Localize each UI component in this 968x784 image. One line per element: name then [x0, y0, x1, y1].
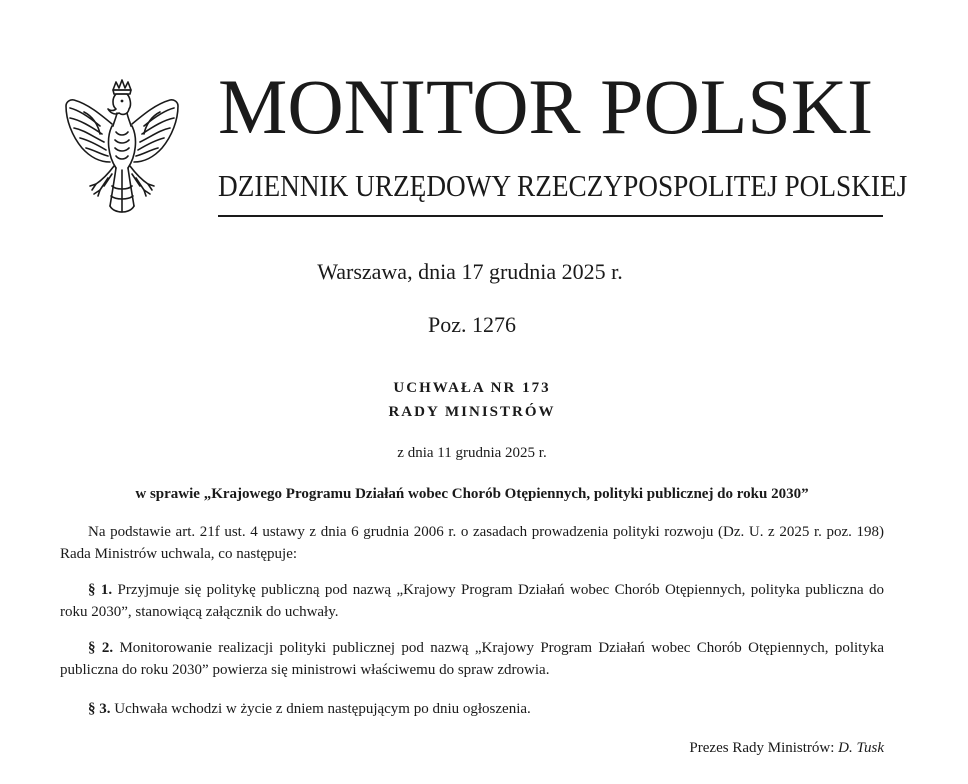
resolution-number: UCHWAŁA NR 173	[393, 380, 551, 396]
resolution-date: z dnia 11 grudnia 2025 r.	[397, 445, 547, 461]
white-eagle-emblem-icon	[56, 78, 188, 220]
section-text: Uchwała wchodzi w życie z dniem następującym po dniu ogłoszenia.	[114, 701, 531, 717]
section-text: Przyjmuje się politykę publiczną pod nazwą „Krajowy Program Działań wobec Chorób Otępiennych, polityka publiczna do roku 2030”, stanowiącą załącznik do uchwały.	[60, 582, 884, 620]
issue-position	[0, 311, 968, 339]
section-marker: § 2.	[88, 640, 114, 656]
issue-date-text: Warszawa, dnia 17 grudnia 2025 r.	[317, 259, 623, 284]
masthead-divider	[218, 215, 883, 217]
issue-position-text: Poz. 1276	[428, 312, 516, 337]
issue-date	[0, 258, 968, 286]
resolution-subject: w sprawie „Krajowego Programu Działań wobec Chorób Otępiennych, polityki publicznej do roku 2030”	[135, 486, 809, 502]
section-marker: § 1.	[88, 582, 113, 598]
section-paragraph-1	[60, 579, 884, 623]
resolution-issuer: RADY MINISTRÓW	[388, 404, 556, 420]
section-paragraph-3	[60, 698, 884, 720]
preamble-paragraph: Na podstawie art. 21f ust. 4 ustawy z dnia 6 grudnia 2006 r. o zasadach prowadzenia polityki rozwoju (Dz. U. z 2025 r. poz. 198) Rada Ministrów uchwala, co następuje:	[60, 524, 884, 562]
signature-block	[60, 738, 884, 758]
masthead-subtitle: DZIENNIK URZĘDOWY RZECZYPOSPOLITEJ POLSKIEJ	[218, 168, 908, 203]
section-paragraph-2	[60, 637, 884, 681]
section-marker: § 3.	[88, 701, 111, 717]
section-text: Monitorowanie realizacji polityki publicznej pod nazwą „Krajowy Program Działań wobec Chorób Otępiennych, polityka publiczna do roku 2030” powierza się ministrowi właściwemu do spraw zdrowia.	[60, 640, 885, 678]
signature-name: D. Tusk	[838, 740, 884, 756]
signature-role: Prezes Rady Ministrów:	[689, 740, 835, 756]
masthead-title: MONITOR POLSKI	[218, 63, 874, 150]
